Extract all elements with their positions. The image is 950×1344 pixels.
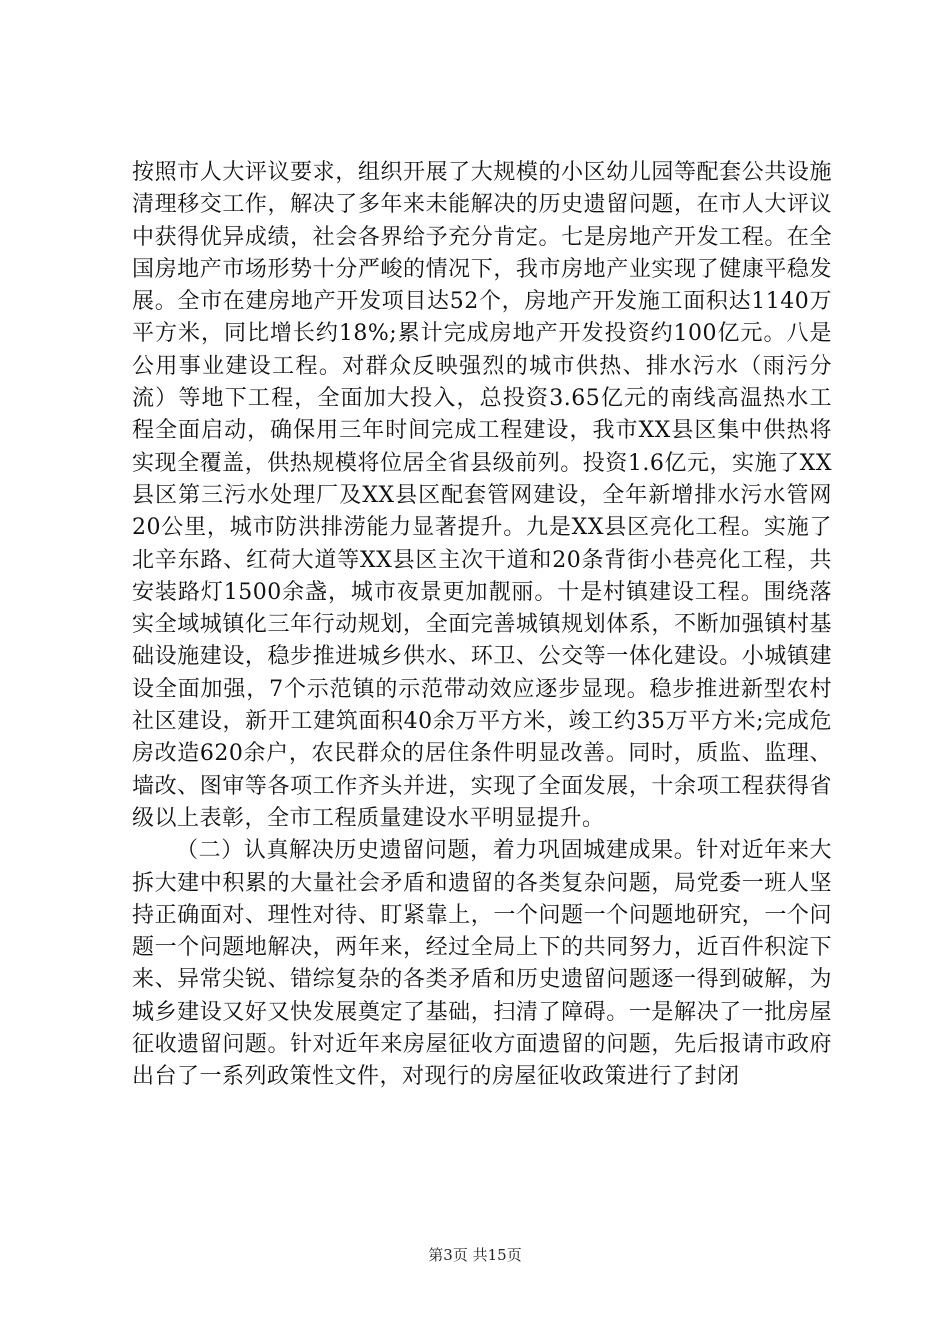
body-text: [132, 157, 832, 1094]
paragraph-section-two: （二）认真解决历史遗留问题，着力巩固城建成果。针对近年来大拆大建中积累的大量社会矛盾和遗留的各类复杂问题，局党委一班人坚持正确面对、理性对待、盯紧靠上，一个问题一个问题地研究，一个问题一个问题地解决，两年来，经过全局上下的共同努力，近百件积淀下来、异常尖锐、错综复杂的各类矛盾和历史遗留问题逐一得到破解，为城乡建设又好又快发展奠定了基础，扫清了障碍。一是解决了一批房屋征收遗留问题。针对近年来房屋征收方面遗留的问题，先后报请市政府出台了一系列政策性文件，对现行的房屋征收政策进行了封闭: [132, 838, 832, 1090]
paragraph-continued: 按照市人大评议要求，组织开展了大规模的小区幼儿园等配套公共设施清理移交工作，解决了多年来未能解决的历史遗留问题，在市人大评议中获得优异成绩，社会各界给予充分肯定。七是房地产开发工程。在全国房地产市场形势十分严峻的情况下，我市房地产业实现了健康平稳发展。全市在建房地产开发项目达52个，房地产开发施工面积达1140万平方米，同比增长约18%;累计完成房地产开发投资约100亿元。八是公用事业建设工程。对群众反映强烈的城市供热、排水污水（雨污分流）等地下工程，全面加大投入，总投资3.65亿元的南线高温热水工程全面启动，确保用三年时间完成工程建设，我市XX县区集中供热将实现全覆盖，供热规模将位居全省县级前列。投资1.6亿元，实施了XX县区第三污水处理厂及XX县区配套管网建设，全年新增排水污水管网20公里，城市防洪排涝能力显著提升。九是XX县区亮化工程。实施了北辛东路、红荷大道等XX县区主次干道和20条背街小巷亮化工程，共安装路灯1500余盏，城市夜景更加靓丽。十是村镇建设工程。围绕落实全域城镇化三年行动规划，全面完善城镇规划体系，不断加强镇村基础设施建设，稳步推进城乡供水、环卫、公交等一体化建设。小城镇建设全面加强，7个示范镇的示范带动效应逐步显现。稳步推进新型农村社区建设，新开工建筑面积40余万平方米，竣工约35万平方米;完成危房改造620余户，农民群众的居住条件明显改善。同时，质监、监理、墙改、图审等各项工作齐头并进，实现了全面发展，十余项工程获得省级以上表彰，全市工程质量建设水平明显提升。: [132, 160, 832, 831]
page-footer: 第3页 共15页: [428, 1246, 522, 1264]
